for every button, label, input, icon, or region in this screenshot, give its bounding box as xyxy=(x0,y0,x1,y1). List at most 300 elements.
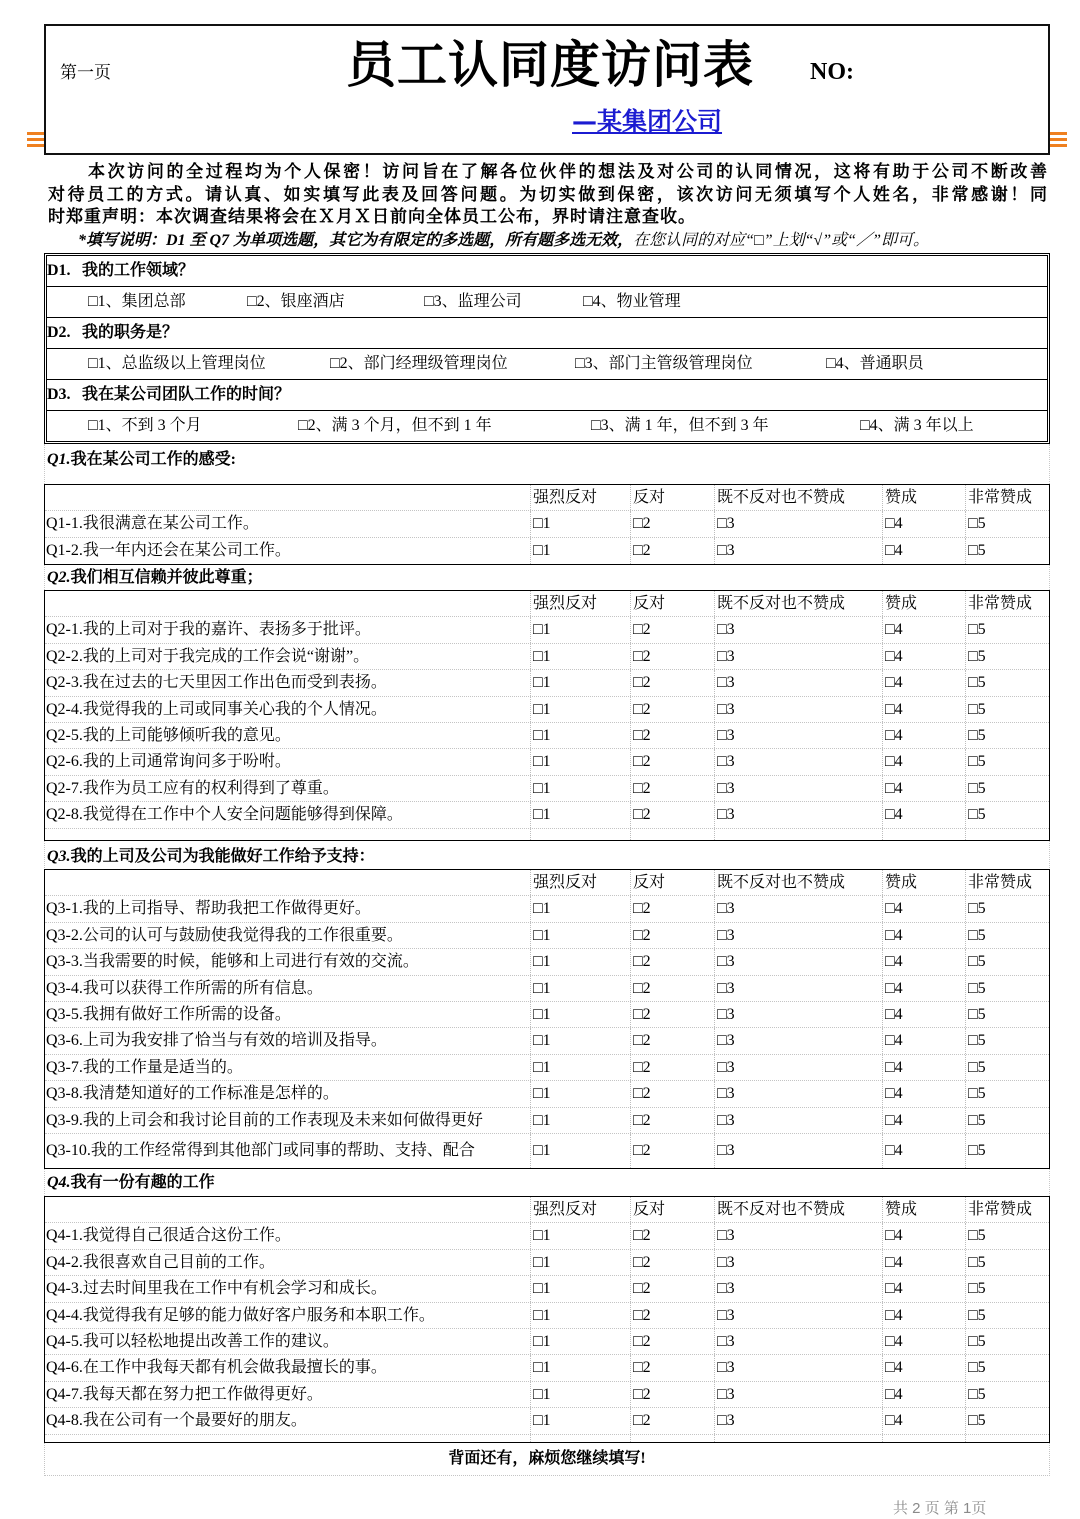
rating-option[interactable]: □5 xyxy=(965,1355,1049,1380)
table-row xyxy=(45,1276,1049,1302)
table-row xyxy=(45,1355,1049,1381)
choice-checkbox[interactable]: □3、满 1 年，但不到 3 年 xyxy=(591,417,769,434)
question-text: 我可以获得工作所需的所有信息。 xyxy=(82,979,323,997)
question-code: Q3-6. xyxy=(46,1032,83,1050)
rating-option[interactable]: □3 xyxy=(714,976,882,1001)
question-text: 我的上司指导、帮助我把工作做得更好。 xyxy=(82,900,371,918)
table-row xyxy=(45,949,1049,975)
blank-cell xyxy=(714,1435,882,1442)
rating-option[interactable]: □3 xyxy=(714,1355,882,1380)
blank-cell xyxy=(45,870,530,895)
column-header: 反对 xyxy=(630,870,714,895)
rating-option[interactable]: □2 xyxy=(630,776,714,801)
rating-table xyxy=(44,1196,1050,1443)
column-header: 赞成 xyxy=(882,1197,965,1222)
rating-option[interactable]: □4 xyxy=(882,538,965,564)
question-cell xyxy=(45,617,530,642)
intro-line: 对待员工的方式。请认真、如实填写此表及回答问题。为切实做到保密，该次访问无须填写个人姓名，非常感谢！同 xyxy=(48,184,1048,204)
rating-table xyxy=(44,590,1050,841)
rating-option[interactable]: □1 xyxy=(530,1028,630,1053)
column-header: 非常赞成 xyxy=(965,870,1049,895)
question-code: Q3-7. xyxy=(46,1058,83,1076)
rating-option[interactable]: □4 xyxy=(882,1408,965,1433)
rating-option[interactable]: □2 xyxy=(630,1134,714,1168)
question-cell xyxy=(45,896,530,921)
rating-option[interactable]: □5 xyxy=(965,949,1049,974)
rating-option[interactable]: □5 xyxy=(965,1276,1049,1301)
table-row xyxy=(45,1250,1049,1276)
question-text: 我的职务是？ xyxy=(82,324,179,341)
question-code: Q4-4. xyxy=(46,1306,83,1324)
rating-option[interactable]: □1 xyxy=(530,1134,630,1168)
rating-option[interactable]: □3 xyxy=(714,1250,882,1275)
table-row xyxy=(45,1303,1049,1329)
rating-option[interactable]: □4 xyxy=(882,896,965,921)
table-row xyxy=(45,1134,1049,1168)
choice-checkbox[interactable]: □1、不到 3 个月 xyxy=(88,417,202,434)
rating-option[interactable]: □2 xyxy=(630,1108,714,1133)
rating-option[interactable]: □4 xyxy=(882,949,965,974)
rating-table xyxy=(44,869,1050,1169)
rating-option[interactable]: □1 xyxy=(530,723,630,748)
rating-option[interactable]: □4 xyxy=(882,670,965,695)
rating-option[interactable]: □3 xyxy=(714,1055,882,1080)
rating-option[interactable]: □2 xyxy=(630,538,714,564)
question-code: Q3-8. xyxy=(46,1085,83,1103)
page-info: 共 2 页 第 1页 xyxy=(893,1500,987,1517)
rating-option[interactable]: □2 xyxy=(630,949,714,974)
rating-option[interactable]: □3 xyxy=(714,1382,882,1407)
question-code: D1. xyxy=(47,262,71,279)
question-text: 我的工作经常得到其他部门或同事的帮助、支持、配合 xyxy=(90,1141,475,1159)
rating-option[interactable]: □5 xyxy=(965,1329,1049,1354)
question-code: Q3-1. xyxy=(46,900,83,918)
table-row xyxy=(45,617,1049,643)
rating-option[interactable]: □5 xyxy=(965,976,1049,1001)
rating-option[interactable]: □3 xyxy=(714,723,882,748)
rating-option[interactable]: □3 xyxy=(714,1408,882,1433)
rating-option[interactable]: □1 xyxy=(530,802,630,827)
question-text: 我的上司能够倾听我的意见。 xyxy=(82,726,291,744)
column-header: 赞成 xyxy=(882,591,965,616)
rating-option[interactable]: □4 xyxy=(882,1108,965,1133)
rating-option[interactable]: □1 xyxy=(530,1329,630,1354)
rating-option[interactable]: □3 xyxy=(714,1108,882,1133)
rating-option[interactable]: □2 xyxy=(630,1408,714,1433)
rating-option[interactable]: □4 xyxy=(882,749,965,774)
rating-option[interactable]: □5 xyxy=(965,776,1049,801)
rating-option[interactable]: □4 xyxy=(882,1303,965,1328)
question-code: Q2-3. xyxy=(46,674,83,692)
table-header-row xyxy=(45,870,1049,896)
question-text: 在工作中我每天都有机会做我最擅长的事。 xyxy=(82,1359,387,1377)
rating-option[interactable]: □4 xyxy=(882,1276,965,1301)
blank-cell xyxy=(965,1435,1049,1442)
question-text: 我很喜欢自己目前的工作。 xyxy=(82,1253,275,1271)
rating-option[interactable]: □2 xyxy=(630,1081,714,1106)
section-title xyxy=(47,448,236,472)
rating-option[interactable]: □2 xyxy=(630,1329,714,1354)
rating-option[interactable]: □1 xyxy=(530,1108,630,1133)
rating-option[interactable]: □5 xyxy=(965,1303,1049,1328)
rating-option[interactable]: □3 xyxy=(714,670,882,695)
table-row xyxy=(45,1002,1049,1028)
demographic-question-row xyxy=(47,318,1047,349)
table-row xyxy=(45,749,1049,775)
rating-option[interactable]: □2 xyxy=(630,1002,714,1027)
rating-option[interactable]: □2 xyxy=(630,1028,714,1053)
blank-cell xyxy=(714,829,882,840)
rating-option[interactable]: □1 xyxy=(530,896,630,921)
rating-option[interactable]: □3 xyxy=(714,697,882,722)
blank-cell xyxy=(530,829,630,840)
blank-cell xyxy=(530,1435,630,1442)
rating-option[interactable]: □1 xyxy=(530,1055,630,1080)
choice-checkbox[interactable]: □1、集团总部 xyxy=(88,293,186,310)
question-text: 我可以轻松地提出改善工作的建议。 xyxy=(82,1332,339,1350)
rating-option[interactable]: □4 xyxy=(882,1055,965,1080)
question-text: 我在某公司团队工作的时间？ xyxy=(82,386,291,403)
question-code: Q2-8. xyxy=(46,806,83,824)
table-row xyxy=(45,923,1049,949)
choice-checkbox[interactable]: □3、监理公司 xyxy=(424,293,522,310)
rating-option[interactable]: □2 xyxy=(630,697,714,722)
rating-option[interactable]: □5 xyxy=(965,1382,1049,1407)
choice-checkbox[interactable]: □2、银座酒店 xyxy=(247,293,345,310)
question-cell xyxy=(45,1002,530,1027)
column-header: 强烈反对 xyxy=(530,1197,630,1222)
question-text: 我的上司会和我讨论目前的工作表现及未来如何做得更好 xyxy=(82,1111,483,1129)
question-code: Q4-2. xyxy=(46,1253,83,1271)
table-row xyxy=(45,1081,1049,1107)
blank-cell xyxy=(45,829,530,840)
rating-option[interactable]: □5 xyxy=(965,1108,1049,1133)
rating-option[interactable]: □3 xyxy=(714,896,882,921)
choice-checkbox[interactable]: □2、部门经理级管理岗位 xyxy=(330,355,508,372)
question-code: Q2-4. xyxy=(46,700,83,718)
table-row xyxy=(45,511,1049,537)
rating-option[interactable]: □5 xyxy=(965,617,1049,642)
rating-option[interactable]: □4 xyxy=(882,1081,965,1106)
rating-option[interactable]: □5 xyxy=(965,723,1049,748)
rating-option[interactable]: □2 xyxy=(630,923,714,948)
rating-option[interactable]: □5 xyxy=(965,1081,1049,1106)
rating-option[interactable]: □5 xyxy=(965,1223,1049,1248)
rating-option[interactable]: □5 xyxy=(965,896,1049,921)
column-header: 非常赞成 xyxy=(965,591,1049,616)
rating-option[interactable]: □3 xyxy=(714,1081,882,1106)
table-row xyxy=(45,1055,1049,1081)
choice-checkbox[interactable]: □4、普通职员 xyxy=(826,355,924,372)
question-text: 我在过去的七天里因工作出色而受到表扬。 xyxy=(82,674,387,692)
demographics-box xyxy=(44,253,1050,444)
rating-option[interactable]: □2 xyxy=(630,976,714,1001)
rating-option[interactable]: □4 xyxy=(882,802,965,827)
rating-option[interactable]: □2 xyxy=(630,1055,714,1080)
choice-checkbox[interactable]: □3、部门主管级管理岗位 xyxy=(575,355,753,372)
rating-option[interactable]: □1 xyxy=(530,976,630,1001)
question-text: 我的工作量是适当的。 xyxy=(82,1058,243,1076)
rating-option[interactable]: □2 xyxy=(630,802,714,827)
table-row xyxy=(45,1108,1049,1134)
rating-option[interactable]: □1 xyxy=(530,538,630,564)
question-text: 我觉得我有足够的能力做好客户服务和本职工作。 xyxy=(82,1306,435,1324)
question-cell xyxy=(45,776,530,801)
column-header: 反对 xyxy=(630,1197,714,1222)
question-text: 我拥有做好工作所需的设备。 xyxy=(82,1005,291,1023)
rating-option[interactable]: □4 xyxy=(882,1250,965,1275)
rating-option[interactable]: □1 xyxy=(530,923,630,948)
table-row xyxy=(45,670,1049,696)
column-header: 强烈反对 xyxy=(530,591,630,616)
question-code: Q1-2. xyxy=(46,541,83,559)
rating-option[interactable]: □2 xyxy=(630,1276,714,1301)
demographic-options-row xyxy=(47,287,1047,318)
rating-option[interactable]: □3 xyxy=(714,1134,882,1168)
rating-option[interactable]: □1 xyxy=(530,511,630,536)
rating-option[interactable]: □5 xyxy=(965,1408,1049,1433)
rating-option[interactable]: □1 xyxy=(530,1382,630,1407)
blank-cell xyxy=(45,485,530,510)
table-row xyxy=(45,1408,1049,1434)
rating-option[interactable]: □4 xyxy=(882,1002,965,1027)
rating-option[interactable]: □2 xyxy=(630,723,714,748)
rating-option[interactable]: □1 xyxy=(530,1303,630,1328)
rating-option[interactable]: □3 xyxy=(714,538,882,564)
rating-option[interactable]: □5 xyxy=(965,1028,1049,1053)
rating-option[interactable]: □5 xyxy=(965,1055,1049,1080)
column-header: 非常赞成 xyxy=(965,485,1049,510)
choice-checkbox[interactable]: □2、满 3 个月，但不到 1 年 xyxy=(298,417,492,434)
rating-option[interactable]: □2 xyxy=(630,1382,714,1407)
column-header: 赞成 xyxy=(882,485,965,510)
question-code: D2. xyxy=(47,324,71,341)
question-code: Q4-1. xyxy=(46,1227,83,1245)
rating-option[interactable]: □4 xyxy=(882,617,965,642)
intro-paragraph xyxy=(48,161,1048,229)
company-name: —某集团公司 xyxy=(572,107,723,136)
table-row xyxy=(45,723,1049,749)
table-row xyxy=(45,1382,1049,1408)
question-cell xyxy=(45,1028,530,1053)
rating-option[interactable]: □4 xyxy=(882,723,965,748)
rating-option[interactable]: □3 xyxy=(714,1329,882,1354)
column-header: 非常赞成 xyxy=(965,1197,1049,1222)
rating-option[interactable]: □4 xyxy=(882,1134,965,1168)
rating-option[interactable]: □1 xyxy=(530,1002,630,1027)
table-row xyxy=(45,538,1049,564)
rating-option[interactable]: □4 xyxy=(882,697,965,722)
blank-cell xyxy=(45,1435,530,1442)
table-header-row xyxy=(45,591,1049,617)
rating-option[interactable]: □1 xyxy=(530,1081,630,1106)
rating-option[interactable]: □4 xyxy=(882,1355,965,1380)
question-cell xyxy=(45,1108,530,1133)
rating-option[interactable]: □4 xyxy=(882,644,965,669)
rating-option[interactable]: □2 xyxy=(630,644,714,669)
rating-option[interactable]: □3 xyxy=(714,1276,882,1301)
rating-option[interactable]: □3 xyxy=(714,1002,882,1027)
rating-option[interactable]: □3 xyxy=(714,617,882,642)
table-header-row xyxy=(45,1197,1049,1223)
page-label: 第一页 xyxy=(60,63,111,82)
choice-checkbox[interactable]: □4、满 3 年以上 xyxy=(860,417,974,434)
rating-option[interactable]: □2 xyxy=(630,1223,714,1248)
question-cell xyxy=(45,976,530,1001)
question-code: Q3-5. xyxy=(46,1005,83,1023)
rating-option[interactable]: □1 xyxy=(530,776,630,801)
rating-option[interactable]: □5 xyxy=(965,1250,1049,1275)
rating-option[interactable]: □2 xyxy=(630,1303,714,1328)
column-header: 赞成 xyxy=(882,870,965,895)
section-code: Q1. xyxy=(47,451,71,468)
rating-option[interactable]: □3 xyxy=(714,644,882,669)
question-code: Q3-4. xyxy=(46,979,83,997)
rating-option[interactable]: □5 xyxy=(965,670,1049,695)
section-code: Q4. xyxy=(47,1174,71,1191)
table-row xyxy=(45,802,1049,828)
rating-option[interactable]: □3 xyxy=(714,511,882,536)
rating-option[interactable]: □2 xyxy=(630,749,714,774)
question-code: Q2-2. xyxy=(46,647,83,665)
table-row xyxy=(45,1329,1049,1355)
question-cell xyxy=(45,1355,530,1380)
rating-option[interactable]: □5 xyxy=(965,697,1049,722)
section-title xyxy=(47,845,375,869)
margin-mark-right xyxy=(1050,132,1067,147)
title-block xyxy=(44,24,1050,155)
rating-option[interactable]: □1 xyxy=(530,697,630,722)
blank-cell xyxy=(965,829,1049,840)
rating-option[interactable]: □5 xyxy=(965,802,1049,827)
rating-option[interactable]: □1 xyxy=(530,1223,630,1248)
rating-option[interactable]: □1 xyxy=(530,1355,630,1380)
rating-option[interactable]: □3 xyxy=(714,923,882,948)
demographic-question-row xyxy=(47,256,1047,287)
rating-option[interactable]: □4 xyxy=(882,976,965,1001)
blank-cell xyxy=(45,1197,530,1222)
choice-checkbox[interactable]: □1、总监级以上管理岗位 xyxy=(88,355,266,372)
rating-option[interactable]: □1 xyxy=(530,1250,630,1275)
rating-option[interactable]: □1 xyxy=(530,749,630,774)
rating-option[interactable]: □2 xyxy=(630,896,714,921)
rating-option[interactable]: □2 xyxy=(630,617,714,642)
column-header: 既不反对也不赞成 xyxy=(714,1197,882,1222)
section-title-text: 我有一份有趣的工作 xyxy=(70,1174,215,1191)
question-text: 上司为我安排了恰当与有效的培训及指导。 xyxy=(82,1032,387,1050)
blank-cell xyxy=(630,1435,714,1442)
document-title: 员工认同度访问表 xyxy=(346,36,754,94)
question-text: 我的上司对于我的嘉许、表扬多于批评。 xyxy=(82,621,371,639)
rating-option[interactable]: □2 xyxy=(630,1355,714,1380)
rating-option[interactable]: □4 xyxy=(882,1382,965,1407)
rating-option[interactable]: □4 xyxy=(882,1329,965,1354)
rating-option[interactable]: □4 xyxy=(882,511,965,536)
section-title-text: 我的上司及公司为我能做好工作给予支持： xyxy=(70,848,375,865)
rating-option[interactable]: □4 xyxy=(882,1223,965,1248)
rating-option[interactable]: □4 xyxy=(882,923,965,948)
rating-option[interactable]: □1 xyxy=(530,1276,630,1301)
question-cell xyxy=(45,1329,530,1354)
question-cell xyxy=(45,1382,530,1407)
rating-option[interactable]: □1 xyxy=(530,670,630,695)
table-row xyxy=(45,776,1049,802)
rating-option[interactable]: □4 xyxy=(882,776,965,801)
rating-option[interactable]: □2 xyxy=(630,670,714,695)
question-cell xyxy=(45,1408,530,1433)
rating-option[interactable]: □1 xyxy=(530,949,630,974)
column-header: 反对 xyxy=(630,485,714,510)
question-cell xyxy=(45,1250,530,1275)
rating-option[interactable]: □3 xyxy=(714,776,882,801)
question-code: D3. xyxy=(47,386,71,403)
rating-option[interactable]: □1 xyxy=(530,644,630,669)
table-row xyxy=(45,1028,1049,1054)
rating-option[interactable]: □2 xyxy=(630,1250,714,1275)
question-code: Q4-5. xyxy=(46,1332,83,1350)
rating-option[interactable]: □1 xyxy=(530,1408,630,1433)
rating-option[interactable]: □3 xyxy=(714,949,882,974)
table-row xyxy=(45,896,1049,922)
question-cell xyxy=(45,949,530,974)
question-text: 过去时间里我在工作中有机会学习和成长。 xyxy=(82,1280,387,1298)
rating-option[interactable]: □3 xyxy=(714,1028,882,1053)
question-text: 我觉得我的上司或同事关心我的个人情况。 xyxy=(82,700,387,718)
question-cell xyxy=(45,1303,530,1328)
rating-option[interactable]: □5 xyxy=(965,644,1049,669)
rating-option[interactable]: □3 xyxy=(714,802,882,827)
table-spacer-row xyxy=(45,1435,1049,1442)
rating-option[interactable]: □4 xyxy=(882,1028,965,1053)
question-code: Q2-5. xyxy=(46,726,83,744)
rating-option[interactable]: □5 xyxy=(965,1002,1049,1027)
choice-checkbox[interactable]: □4、物业管理 xyxy=(583,293,681,310)
table-header-row xyxy=(45,485,1049,511)
question-code: Q3-10. xyxy=(46,1141,91,1159)
rating-option[interactable]: □5 xyxy=(965,511,1049,536)
column-header: 强烈反对 xyxy=(530,485,630,510)
table-row xyxy=(45,644,1049,670)
rating-option[interactable]: □3 xyxy=(714,1223,882,1248)
table-row xyxy=(45,976,1049,1002)
rating-option[interactable]: □2 xyxy=(630,511,714,536)
table-spacer-row xyxy=(45,829,1049,840)
rating-option[interactable]: □1 xyxy=(530,617,630,642)
question-cell xyxy=(45,1134,530,1168)
column-header: 既不反对也不赞成 xyxy=(714,485,882,510)
rating-option[interactable]: □5 xyxy=(965,538,1049,564)
rating-option[interactable]: □3 xyxy=(714,1303,882,1328)
rating-option[interactable]: □5 xyxy=(965,923,1049,948)
column-header: 反对 xyxy=(630,591,714,616)
question-text: 我清楚知道好的工作标准是怎样的。 xyxy=(82,1085,339,1103)
rating-option[interactable]: □5 xyxy=(965,1134,1049,1168)
question-cell xyxy=(45,1055,530,1080)
question-cell xyxy=(45,697,530,722)
rating-option[interactable]: □3 xyxy=(714,749,882,774)
question-text: 我在公司有一个最要好的朋友。 xyxy=(82,1412,307,1430)
instructions-emphasis: *填写说明：D1 至 Q7 为单项选题，其它为有限定的多选题，所有题多选无效， xyxy=(78,232,634,249)
question-text: 公司的认可与鼓励使我觉得我的工作很重要。 xyxy=(82,926,403,944)
rating-option[interactable]: □5 xyxy=(965,749,1049,774)
continue-note: 背面还有，麻烦您继续填写! xyxy=(448,1450,646,1467)
section-title-text: 我在某公司工作的感受: xyxy=(70,451,236,468)
question-cell xyxy=(45,1223,530,1248)
intro-line: 时郑重声明：本次调查结果将会在Ｘ月Ｘ日前向全体员工公布，界时请注意查收。 xyxy=(48,207,696,226)
question-text: 我的上司通常询问多于吩咐。 xyxy=(82,753,291,771)
question-cell xyxy=(45,670,530,695)
blank-cell xyxy=(882,829,965,840)
